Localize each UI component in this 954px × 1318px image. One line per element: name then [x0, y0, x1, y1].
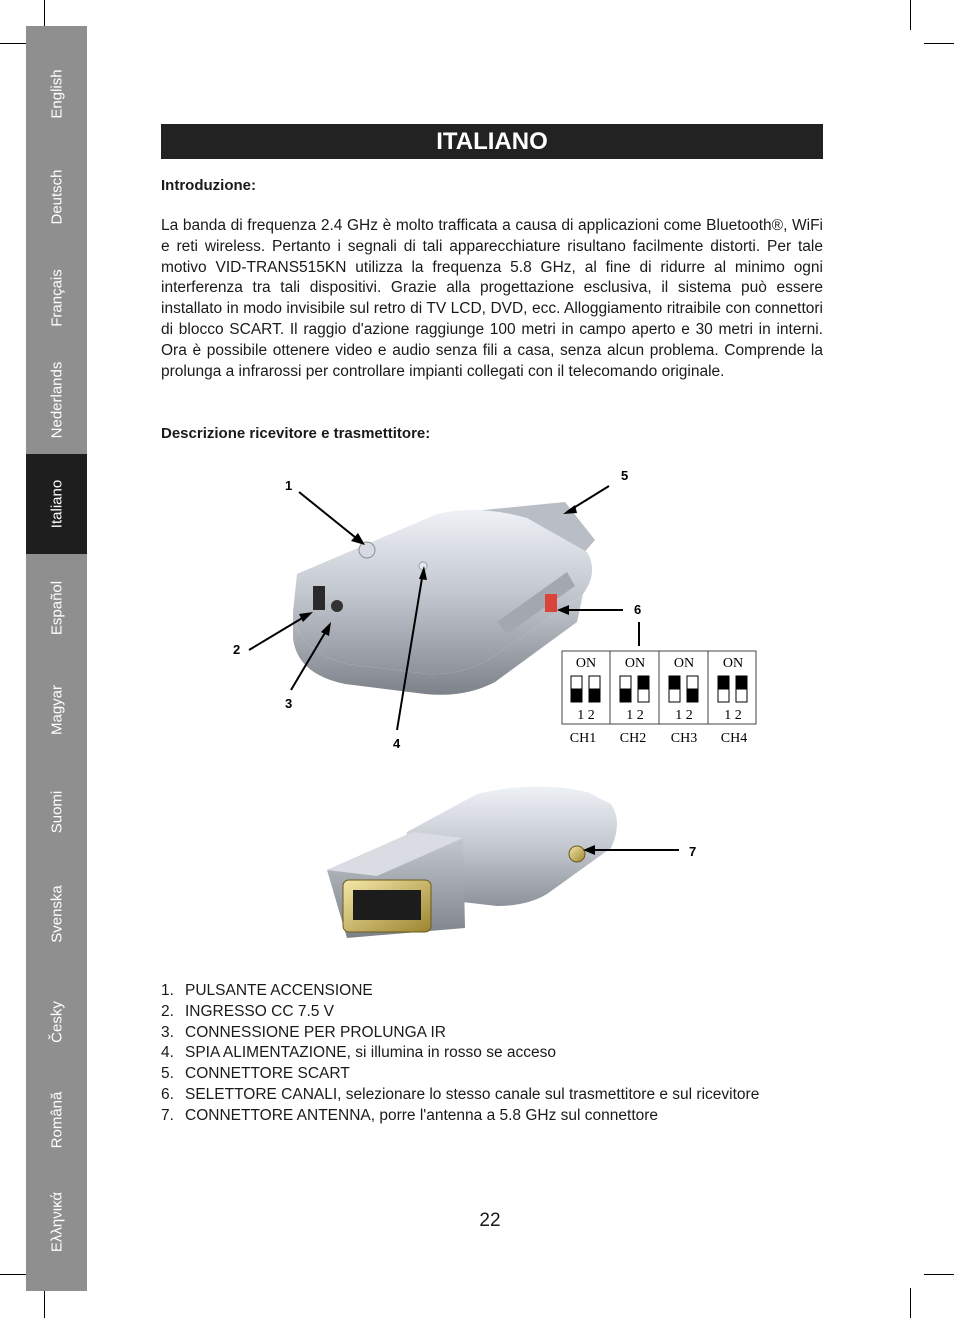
page-number: 22: [479, 1210, 501, 1231]
list-item: 4. SPIA ALIMENTAZIONE, si illumina in rosso se acceso: [161, 1044, 556, 1062]
tab-italiano[interactable]: Italiano: [26, 454, 87, 554]
tab-deutsch[interactable]: Deutsch: [48, 169, 65, 225]
tab-nederlands[interactable]: Nederlands: [48, 361, 65, 439]
callout-3: 3: [285, 696, 293, 711]
crop-mark: [924, 43, 954, 44]
intro-paragraph: La banda di frequenza 2.4 GHz è molto trafficata a causa di applicazioni come Bluetooth®, WiFi e reti wireless. Pertanto i segnali di tali apparecchiature risultano facilmente distorti. Per tale motivo VID-TRANS515KN utilizza la frequenza 5.8 GHz, al fine di ridurre al minimo ogni interferenza tra tali dispositivi. Grazie alla progettazione esclusiva, il sistema può essere installato in modo invisibile sul retro di TV LCD, DVD, ecc. Alloggiamento ritraibile con connettori di blocco SCART. Il raggio d'azione raggiunge 100 metri in campo aperto e 30 metri in interni. Ora è possibile ottenere video e audio senza fili a casa, senza alcun problema. Comprende la prolunga a infrarossi per controllare impianti collegati con il telecomando originale.: [161, 217, 823, 380]
dip-on-label: ON: [673, 656, 695, 671]
crop-mark: [910, 1288, 911, 1318]
channel-label-ch1: CH1: [569, 731, 597, 746]
channel-selector-red: [545, 594, 557, 612]
tab-ellinika[interactable]: Ελληνικά: [48, 1191, 65, 1253]
dip-position-label: 1 2: [675, 708, 693, 723]
callout-5: 5: [621, 468, 629, 483]
product-illustration: [227, 462, 759, 962]
tab-magyar[interactable]: Magyar: [48, 684, 65, 736]
list-item: 7. CONNETTORE ANTENNA, porre l'antenna a 5.8 GHz sul connettore: [161, 1106, 659, 1124]
list-item: 2. INGRESSO CC 7.5 V: [161, 1002, 335, 1020]
dip-position-label: 1 2: [724, 708, 742, 723]
tab-espanol[interactable]: Español: [48, 580, 65, 636]
dip-switch-table: [562, 651, 756, 746]
tab-suomi[interactable]: Suomi: [48, 790, 65, 834]
callout-6: 6: [634, 602, 642, 617]
parts-list: [161, 981, 841, 1127]
page-title: ITALIANO: [161, 124, 823, 159]
tab-francais[interactable]: Français: [48, 269, 65, 327]
crop-mark: [44, 1288, 45, 1318]
list-item: 5. CONNETTORE SCART: [161, 1065, 350, 1083]
tab-english[interactable]: English: [48, 69, 65, 119]
product-figure: [227, 462, 759, 962]
channel-label-ch4: CH4: [720, 731, 748, 746]
dip-position-label: 1 2: [577, 708, 595, 723]
language-sidebar: [26, 26, 87, 1291]
description-title: Descrizione ricevitore e trasmettitore:: [161, 425, 431, 442]
crop-mark: [924, 1274, 954, 1275]
tab-romana[interactable]: Română: [48, 1091, 65, 1149]
receiver-device: [293, 502, 595, 695]
antenna-connector-shape: [569, 846, 585, 862]
list-item: 1. PULSANTE ACCENSIONE: [161, 982, 373, 999]
crop-mark: [44, 0, 45, 28]
list-item: 3. CONNESSIONE PER PROLUNGA IR: [161, 1023, 446, 1041]
dip-position-label: 1 2: [626, 708, 644, 723]
transmitter-device: [327, 786, 617, 938]
channel-label-ch3: CH3: [670, 731, 698, 746]
crop-mark: [910, 0, 911, 30]
tab-svenska[interactable]: Svenska: [48, 885, 65, 943]
dip-on-label: ON: [575, 656, 597, 671]
dip-on-label: ON: [722, 656, 744, 671]
callout-4: 4: [393, 736, 401, 751]
channel-label-ch2: CH2: [619, 731, 647, 746]
power-button-shape: [359, 542, 375, 558]
list-item: 6. SELETTORE CANALI, selezionare lo stesso canale sul trasmettitore e sul ricevitore: [161, 1085, 760, 1103]
intro-title: Introduzione:: [161, 177, 256, 194]
callout-2: 2: [233, 642, 241, 657]
dip-on-label: ON: [624, 656, 646, 671]
callout-7: 7: [689, 844, 697, 859]
tab-cesky[interactable]: Česky: [48, 1001, 65, 1043]
callout-1: 1: [285, 478, 293, 493]
